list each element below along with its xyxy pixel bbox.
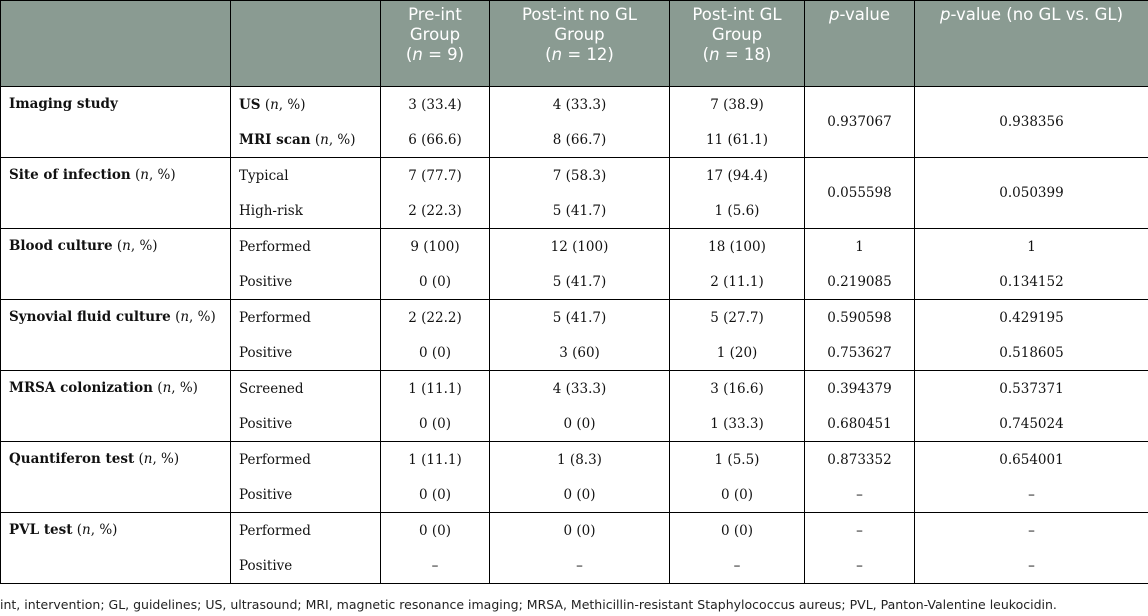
p-value-no-gl-vs-gl: 0.134152 [915, 264, 1148, 300]
table-body [1, 87, 1148, 584]
post-int-gl-value: – [670, 548, 805, 584]
pre-int-value: 1 (11.1) [381, 442, 490, 478]
post-int-gl-value: 1 (5.5) [670, 442, 805, 478]
group-label: Imaging study [1, 87, 231, 158]
p-value: 0.753627 [805, 335, 915, 371]
group-label: Quantiferon test (n, %) [1, 442, 231, 513]
pre-int-value: 0 (0) [381, 513, 490, 549]
group-label: MRSA colonization (n, %) [1, 371, 231, 442]
p-value: 1 [805, 229, 915, 265]
row-subcategory: Positive [231, 264, 381, 300]
pre-int-value: 1 (11.1) [381, 371, 490, 407]
row-subcategory: Positive [231, 335, 381, 371]
row-subcategory: Performed [231, 300, 381, 336]
post-int-gl-value: 1 (20) [670, 335, 805, 371]
post-int-no-gl-value: 5 (41.7) [490, 300, 670, 336]
row-subcategory: Screened [231, 371, 381, 407]
post-int-no-gl-value: 1 (8.3) [490, 442, 670, 478]
p-value: 0.055598 [805, 158, 915, 229]
table-row [1, 229, 1148, 265]
header-subcategory [231, 1, 381, 87]
p-value: – [805, 477, 915, 513]
row-subcategory: Typical [231, 158, 381, 194]
post-int-no-gl-value: 5 (41.7) [490, 264, 670, 300]
n-label: (n = 12) [545, 45, 614, 64]
post-int-gl-value: 11 (61.1) [670, 122, 805, 158]
post-int-gl-value: 1 (33.3) [670, 406, 805, 442]
pre-int-value: 2 (22.2) [381, 300, 490, 336]
p-value: 0.873352 [805, 442, 915, 478]
post-int-no-gl-value: 0 (0) [490, 513, 670, 549]
table-row [1, 158, 1148, 194]
group-label: Site of infection (n, %) [1, 158, 231, 229]
table-row [1, 371, 1148, 407]
post-int-gl-value: 18 (100) [670, 229, 805, 265]
row-subcategory: Positive [231, 477, 381, 513]
post-int-gl-value: 2 (11.1) [670, 264, 805, 300]
footnote: int, intervention; GL, guidelines; US, ultrasound; MRI, magnetic resonance imaging; MRSA, Methicillin-resistant Staphylococcus aureus; PVL, Panton-Valentine leukocidin. [0, 597, 1057, 612]
row-subcategory: MRI scan (n, %) [231, 122, 381, 158]
p-value: 0.937067 [805, 87, 915, 158]
post-int-gl-value: 1 (5.6) [670, 193, 805, 229]
pre-int-value: 9 (100) [381, 229, 490, 265]
header-p-value: p-value [805, 1, 915, 87]
pre-int-value: 2 (22.3) [381, 193, 490, 229]
pre-int-value: – [381, 548, 490, 584]
row-subcategory: Performed [231, 442, 381, 478]
post-int-no-gl-value: 0 (0) [490, 406, 670, 442]
p-value-no-gl-vs-gl: – [915, 477, 1148, 513]
header-pre-int: Pre-int Group (n = 9) [381, 1, 490, 87]
row-subcategory: High-risk [231, 193, 381, 229]
table-row [1, 513, 1148, 549]
pre-int-value: 0 (0) [381, 264, 490, 300]
p-value-no-gl-vs-gl: 0.745024 [915, 406, 1148, 442]
n-label: (n = 18) [702, 45, 772, 64]
p-value-no-gl-vs-gl: – [915, 513, 1148, 549]
n-label: (n = 9) [405, 45, 465, 64]
table-row [1, 442, 1148, 478]
header-post-int-gl: Post-int GL Group (n = 18) [670, 1, 805, 87]
post-int-gl-value: 0 (0) [670, 477, 805, 513]
post-int-no-gl-value: 4 (33.3) [490, 371, 670, 407]
post-int-gl-value: 0 (0) [670, 513, 805, 549]
p-value-no-gl-vs-gl: – [915, 548, 1148, 584]
p-value-no-gl-vs-gl: 0.050399 [915, 158, 1148, 229]
post-int-no-gl-value: 12 (100) [490, 229, 670, 265]
p-value-no-gl-vs-gl: 0.938356 [915, 87, 1148, 158]
p-value: – [805, 513, 915, 549]
post-int-gl-value: 17 (94.4) [670, 158, 805, 194]
p-value: 0.680451 [805, 406, 915, 442]
group-label: Synovial fluid culture (n, %) [1, 300, 231, 371]
pre-int-value: 3 (33.4) [381, 87, 490, 123]
post-int-gl-value: 7 (38.9) [670, 87, 805, 123]
group-label: Blood culture (n, %) [1, 229, 231, 300]
p-value: 0.394379 [805, 371, 915, 407]
pre-int-value: 0 (0) [381, 335, 490, 371]
pre-int-value: 0 (0) [381, 477, 490, 513]
row-subcategory: Performed [231, 229, 381, 265]
row-subcategory: Positive [231, 406, 381, 442]
table-row [1, 300, 1148, 336]
header-post-int-no-gl: Post-int no GL Group (n = 12) [490, 1, 670, 87]
post-int-gl-value: 3 (16.6) [670, 371, 805, 407]
table-row [1, 87, 1148, 123]
post-int-no-gl-value: 4 (33.3) [490, 87, 670, 123]
p-value-no-gl-vs-gl: 0.654001 [915, 442, 1148, 478]
post-int-no-gl-value: 5 (41.7) [490, 193, 670, 229]
row-subcategory: Performed [231, 513, 381, 549]
p-value-no-gl-vs-gl: 1 [915, 229, 1148, 265]
post-int-no-gl-value: – [490, 548, 670, 584]
post-int-no-gl-value: 0 (0) [490, 477, 670, 513]
p-value: 0.590598 [805, 300, 915, 336]
post-int-gl-value: 5 (27.7) [670, 300, 805, 336]
pre-int-value: 6 (66.6) [381, 122, 490, 158]
p-value-no-gl-vs-gl: 0.537371 [915, 371, 1148, 407]
p-value-no-gl-vs-gl: 0.429195 [915, 300, 1148, 336]
post-int-no-gl-value: 3 (60) [490, 335, 670, 371]
p-value: 0.219085 [805, 264, 915, 300]
group-label: PVL test (n, %) [1, 513, 231, 584]
row-subcategory: Positive [231, 548, 381, 584]
row-subcategory: US (n, %) [231, 87, 381, 123]
post-int-no-gl-value: 8 (66.7) [490, 122, 670, 158]
p-value-no-gl-vs-gl: 0.518605 [915, 335, 1148, 371]
header-row [1, 1, 1148, 87]
pre-int-value: 7 (77.7) [381, 158, 490, 194]
header-p-value-no-gl-vs-gl: p-value (no GL vs. GL) [915, 1, 1148, 87]
header-category [1, 1, 231, 87]
p-value: – [805, 548, 915, 584]
pre-int-value: 0 (0) [381, 406, 490, 442]
post-int-no-gl-value: 7 (58.3) [490, 158, 670, 194]
